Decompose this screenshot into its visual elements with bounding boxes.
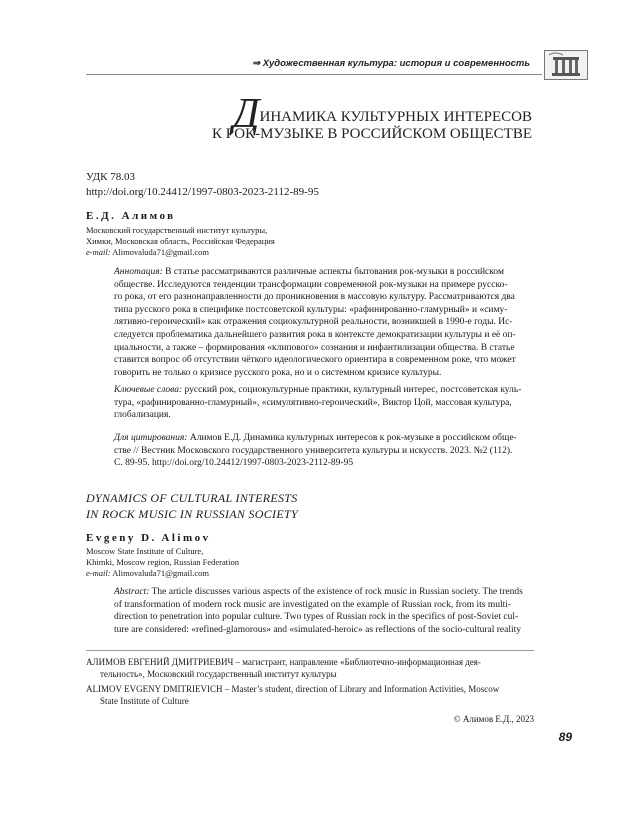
keywords-ru-label: Ключевые слова: (114, 385, 183, 395)
title-en-line-2: IN ROCK MUSIC IN RUSSIAN SOCIETY (86, 507, 298, 521)
abstract-en-line: The article discusses various aspects of the existence of rock music in Russian society. The trends (151, 587, 523, 597)
abstract-ru-line: го рока, от его разнонаправленности до проникновения в массовую культуру. Рассматриваются два (114, 292, 515, 303)
doi-link[interactable]: http://doi.org/10.24412/1997-0803-2023-2112-89-95 (86, 186, 319, 198)
citation-ru-line: Алимов Е.Д. Динамика культурных интересов к рок-музыке в российском обще- (189, 433, 517, 443)
abstract-ru-line: циальности, а также – формирования «клипового» сознания и инфантилизации общества. В статье (114, 342, 515, 353)
title-drop-cap: Д (232, 91, 260, 137)
abstract-ru-line: обществе. Исследуются тенденции трансформации современной рок-музыки на примере русско- (114, 279, 508, 290)
author-affiliation-ru-2: Химки, Московская область, Российская Федерация (86, 236, 275, 246)
udc-block (86, 170, 319, 200)
footnote-ru-line-2: тельность», Московский государственный институт культуры (100, 669, 337, 679)
abstract-en (114, 586, 534, 636)
author-name-en: Evgeny D. Alimov (86, 532, 211, 544)
author-affiliation-ru-1: Московский государственный институт культуры, (86, 225, 268, 235)
footnote-en-line-2: State Institute of Culture (100, 696, 189, 706)
article-title (212, 91, 532, 143)
citation-ru-label: Для цитирования: (114, 433, 188, 443)
abstract-ru-line: говорить не только о кризисе русского рока, но и о системном кризисе культуры. (114, 367, 442, 378)
journal-logo (544, 50, 588, 80)
keywords-ru (114, 384, 534, 422)
author-affiliation-en-1: Moscow State Institute of Culture, (86, 546, 204, 556)
header-rule (86, 74, 542, 75)
author-affiliation-en-2: Khimki, Moscow region, Russian Federation (86, 557, 239, 567)
running-header (252, 58, 530, 69)
abstract-ru (114, 266, 534, 379)
author-email-en[interactable]: Alimovaluda71@gmail.com (112, 568, 210, 578)
section-title: Художественная культура: история и современность (262, 58, 530, 69)
author-name-ru: Е.Д. Алимов (86, 210, 176, 222)
footnotes (86, 656, 538, 707)
abstract-ru-line: ставится вопрос об отсутствии чёткого идеологического ориентира в современном роке, что может (114, 355, 516, 366)
abstract-ru-line: типа русского рока в специфике постсоветской культуры: «рафинированно-гламурный» и «симу- (114, 304, 508, 315)
udc: УДК 78.03 (86, 171, 136, 183)
citation-ru-line: С. 89-95. http://doi.org/10.24412/1997-0803-2023-2112-89-95 (114, 458, 354, 469)
arrow-icon: ⇒ (252, 58, 261, 69)
copyright: © Алимов Е.Д., 2023 (453, 714, 534, 724)
footnote-rule (86, 650, 534, 651)
author-block-ru (86, 210, 275, 258)
email-label-en: e-mail: (86, 568, 111, 578)
author-block-en (86, 532, 239, 579)
title-line-2: К РОК-МУЗЫКЕ В РОССИЙСКОМ ОБЩЕСТВЕ (212, 126, 532, 142)
abstract-ru-line: следуется проблематика дальнейшего развития рока в контексте демократизации культуры и её оп- (114, 329, 516, 340)
abstract-en-line: ture are considered: «refined-glamorous» and «simulated-heroic» as reflections of the socio-cultural reality (114, 624, 522, 635)
email-label-ru: e-mail: (86, 247, 111, 257)
abstract-en-line: direction to penetration into popular culture. Two types of Russian rock in the specifics of post-Soviet cul- (114, 612, 519, 623)
abstract-ru-label: Аннотация: (114, 267, 163, 277)
footnote-en-line-1: ALIMOV EVGENY DMITRIEVICH – Master’s student, direction of Library and Information Activities, Moscow (86, 684, 500, 694)
title-line-1: ИНАМИКА КУЛЬТУРНЫХ ИНТЕРЕСОВ (259, 109, 532, 125)
keywords-ru-line: тура, «рафинированно-гламурный», «симулятивно-героический», Виктор Цой, массовая культура, (114, 397, 512, 408)
abstract-ru-line: лятивно-героический» как отражения социокультурной реальности, возникшей в 1990-е годы. Ис- (114, 317, 513, 328)
footnote-ru-line-1: АЛИМОВ ЕВГЕНИЙ ДМИТРИЕВИЧ – магистрант, направление «Библиотечно-информационная дея- (86, 657, 481, 667)
page-number: 89 (558, 730, 572, 744)
abstract-en-label: Abstract: (114, 587, 150, 597)
citation-ru (114, 432, 534, 470)
keywords-ru-line: глобализация. (114, 410, 171, 421)
columns-logo-icon (545, 51, 587, 79)
title-en-line-1: DYNAMICS OF CULTURAL INTERESTS (86, 491, 298, 505)
abstract-ru-line: В статье рассматриваются различные аспекты бытования рок-музыки в российском (165, 267, 504, 277)
citation-ru-line: стве // Вестник Московского государственного университета культуры и искусств. 2023. №2 (112). (114, 445, 513, 456)
keywords-ru-line: русский рок, социокультурные практики, культурный интерес, постсоветская куль- (184, 385, 522, 395)
title-en (86, 490, 298, 522)
author-email-ru[interactable]: Alimovaluda71@gmail.com (112, 247, 210, 257)
abstract-en-line: of transformation of modern rock music are investigated on the example of Russian rock, from its multi- (114, 599, 512, 610)
